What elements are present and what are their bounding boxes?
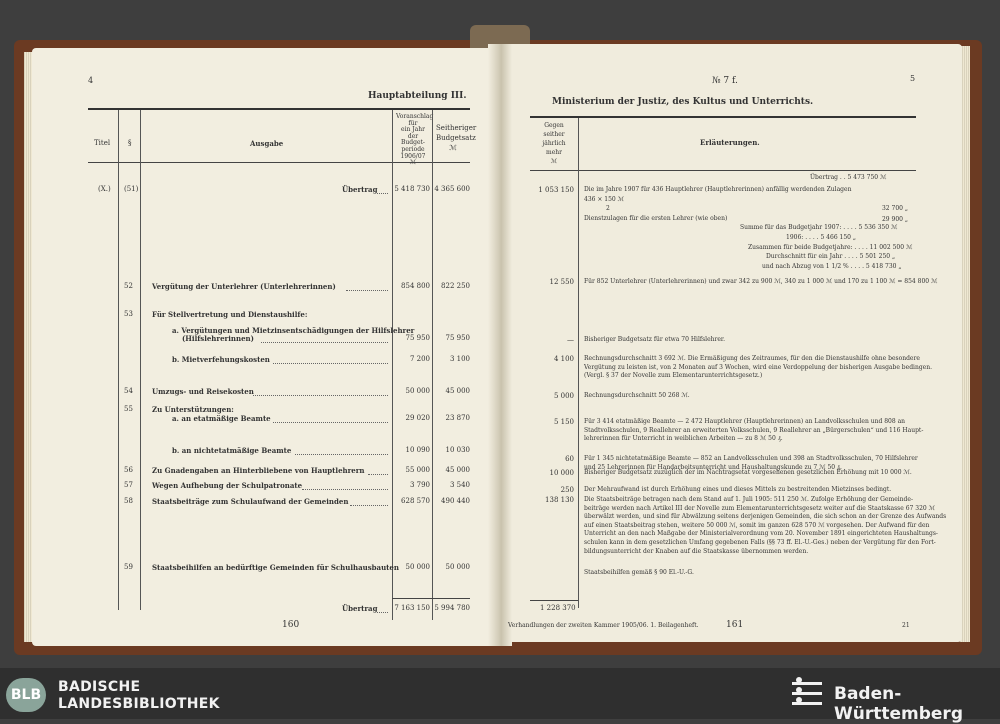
row-leader bbox=[273, 422, 388, 423]
rule-head bbox=[88, 162, 470, 163]
entry-line: Stadtvolksschulen, 9 Reallehrer an erweiterten Volksschulen, 9 Reallehrer an „Bürgerschulen“ und 116 Haupt- bbox=[584, 426, 924, 434]
row-voranschlag: 7 200 bbox=[409, 355, 430, 363]
entry-line: 1906: . . . . 5 466 150 „ bbox=[786, 234, 857, 241]
col-voranschlag-line: Voranschlag bbox=[396, 113, 434, 120]
blb-name-line1: BADISCHE bbox=[58, 679, 141, 695]
entry-line: Rechnungsdurchschnitt 50 268 ℳ. bbox=[584, 392, 690, 399]
col-gegen-line: ℳ bbox=[550, 158, 558, 165]
row-seitheriger: 23 870 bbox=[445, 414, 470, 422]
row-voranschlag: 50 000 bbox=[405, 563, 430, 571]
entry-amount: 5 150 bbox=[553, 418, 574, 426]
entry-line: Summe für das Budgetjahr 1907: . . . . 5 536 350 ℳ bbox=[740, 224, 898, 232]
col-gegen-line: mehr bbox=[546, 149, 562, 156]
entry-line: (Vergl. § 37 der Novelle zum Elementarunterrichtsgesetz.) bbox=[584, 372, 763, 380]
entry-line: Die im Jahre 1907 für 436 Hauptlehrer (Hauptlehrerinnen) anfällig werdenden Zulagen bbox=[584, 186, 852, 193]
entry-line: bildungsunterricht der Knaben auf die Staatskasse übernommen werden. bbox=[584, 547, 809, 555]
vline-2 bbox=[140, 110, 141, 610]
col-voranschlag-line: für bbox=[408, 119, 418, 127]
col-titel: Titel bbox=[94, 139, 111, 147]
row-paragraph: 57 bbox=[124, 481, 133, 489]
entry-line: Bisheriger Budgetsatz zuzüglich der im Nachtragsetat vorgesehenen gesetzlichen Erhöhung mit 10 000 ℳ. bbox=[584, 469, 912, 476]
entry-amount: 4 100 bbox=[553, 355, 574, 363]
entry-line: Durchschnitt für ein Jahr . . . . 5 501 250 „ bbox=[766, 253, 896, 261]
entry-line: und nach Abzug von 1 1/2 % . . . . 5 418 730 „ bbox=[762, 262, 902, 270]
row-leader bbox=[368, 474, 388, 475]
row-seitheriger: 4 365 600 bbox=[434, 185, 470, 193]
col-erlaeuterungen: Erläuterungen. bbox=[700, 138, 760, 147]
col-voranschlag-line: periode bbox=[401, 146, 425, 153]
left-page-header: Hauptabteilung III. bbox=[368, 91, 467, 101]
right-page-number: 5 bbox=[910, 74, 916, 83]
entry-line: schulen kann in dem gesetzlichen Umfang gegebenen Falls (§§ 73 ff. El.-U.-Ges.) neben der Vergütung für den Fort- bbox=[584, 539, 936, 546]
row-voranschlag: 50 000 bbox=[405, 387, 430, 395]
row-voranschlag: 29 020 bbox=[405, 414, 430, 422]
row-text: Zu Unterstützungen: bbox=[152, 405, 234, 414]
row-seitheriger: 3 540 bbox=[449, 481, 470, 489]
vline-right bbox=[578, 118, 579, 608]
row-text: b. an nichtetatmäßige Beamte bbox=[172, 446, 292, 455]
row-leader bbox=[295, 454, 388, 455]
entry-amount: 5 000 bbox=[553, 392, 574, 400]
row-text: Staatsbeiträge zum Schulaufwand der Gemeinden bbox=[152, 497, 349, 506]
entry-line: Bisheriger Budgetsatz für etwa 70 Hilfslehrer. bbox=[584, 336, 726, 343]
rule-sum bbox=[392, 598, 470, 599]
row-paragraph: 55 bbox=[124, 405, 133, 413]
entry-line: Der Mehraufwand ist durch Erhöhung eines und dieses Mittels zu bestreitenden Mietzinses bedingt. bbox=[584, 486, 892, 493]
row-seitheriger: 75 950 bbox=[445, 334, 470, 342]
row-paragraph: (51) bbox=[124, 185, 139, 193]
entry-amount: 12 550 bbox=[549, 278, 574, 286]
row-leader bbox=[302, 489, 388, 490]
row-paragraph: 59 bbox=[124, 563, 133, 571]
row-text: Umzugs- und Reisekosten bbox=[152, 387, 254, 396]
entry-amount: 60 bbox=[565, 455, 574, 463]
entry-line: überwälzt werden, und sind für Abwälzung seitens derjenigen Gemeinden, die sich schon an der Grenze des Aufwands bbox=[584, 513, 947, 521]
rule-top bbox=[88, 108, 470, 110]
entry-line: und 25 Lehrerinnen für Handarbeitsunterricht und Haushaltungskunde zu 7 ℳ 50 ₰. bbox=[584, 463, 842, 471]
right-nr: № 7 f. bbox=[712, 76, 738, 86]
row-voranschlag: 10 090 bbox=[405, 446, 430, 454]
col-seitheriger-line: Seitheriger bbox=[436, 124, 477, 132]
entry-line: 436 × 150 ℳ bbox=[584, 195, 625, 203]
row-leader bbox=[350, 505, 388, 506]
entry-amount: 250 bbox=[560, 486, 574, 494]
book-gutter bbox=[488, 44, 512, 646]
right-page-header: Ministerium der Justiz, des Kultus und Unterrichts. bbox=[552, 97, 814, 107]
row-text: a. an etatmäßige Beamte bbox=[172, 414, 271, 423]
row-leader bbox=[346, 290, 388, 291]
row-voranschlag: 75 950 bbox=[405, 334, 430, 342]
col-voranschlag-line: ein Jahr bbox=[401, 126, 425, 134]
row-seitheriger: 45 000 bbox=[445, 466, 470, 474]
blb-name-line2: LANDESBIBLIOTHEK bbox=[58, 696, 220, 712]
row-leader bbox=[261, 342, 388, 343]
row-text: Für Stellvertretung und Dienstaushilfe: bbox=[152, 310, 308, 319]
baden-wuerttemberg-lion-icon bbox=[790, 676, 824, 712]
col-voranschlag-line: ℳ bbox=[409, 159, 417, 167]
row-leader bbox=[377, 612, 388, 613]
entry-line: Für 852 Unterlehrer (Unterlehrerinnen) und zwar 342 zu 900 ℳ, 340 zu 1 000 ℳ und 170 zu 1 100 ℳ = 854 800 ℳ bbox=[584, 278, 938, 285]
entry-line: beiträge werden nach Artikel III der Novelle zum Elementarunterrichtsgesetz weiter auf die Staatskasse 67 320 ℳ bbox=[584, 504, 936, 512]
entry-amount: 138 130 bbox=[545, 496, 574, 504]
row-voranschlag: 5 418 730 bbox=[394, 185, 430, 193]
blb-logo: BLB bbox=[6, 678, 46, 712]
col-voranschlag-line: Budget- bbox=[401, 139, 425, 147]
row-leader bbox=[377, 193, 388, 194]
rule-top-right bbox=[530, 116, 916, 118]
row-text: (Hilfslehrerinnen) bbox=[182, 334, 254, 343]
col-paragraph: § bbox=[128, 139, 132, 147]
col-gegen-line: seither bbox=[543, 131, 565, 138]
entry-amount: — bbox=[567, 336, 574, 344]
col-ausgabe: Ausgabe bbox=[250, 139, 284, 148]
row-voranschlag: 55 000 bbox=[405, 466, 430, 474]
col-seitheriger-line: Budgetsatz bbox=[436, 134, 476, 142]
col-voranschlag-line: 1906/07 bbox=[400, 152, 426, 160]
vline-1 bbox=[118, 110, 119, 610]
entry-amount: 10 000 bbox=[549, 469, 574, 477]
entry-line: Für 3 414 etatmäßige Beamte — 2 472 Hauptlehrer (Hauptlehrerinnen) an Landvolksschulen und 808 an bbox=[584, 418, 906, 425]
entry-line: Staatsbeihilfen gemäß § 90 El.-U.-G. bbox=[584, 569, 694, 576]
row-seitheriger: 5 994 780 bbox=[434, 604, 470, 612]
right-total: 1 228 370 bbox=[540, 604, 576, 612]
right-footer-text: Verhandlungen der zweiten Kammer 1905/06. 1. Beilagenheft. bbox=[508, 622, 699, 629]
row-text: Vergütung der Unterlehrer (Unterlehrerinnen) bbox=[152, 282, 336, 291]
row-paragraph: 56 bbox=[124, 466, 133, 474]
row-paragraph: 53 bbox=[124, 310, 133, 318]
entry-line: Für 1 345 nichtetatmäßige Beamte — 852 an Landvolksschulen und 398 an Stadtvolksschulen, 70 Hilfslehrer bbox=[584, 455, 918, 462]
entry-line: Rechnungsdurchschnitt 3 692 ℳ. Die Ermäßigung des Zeitraumes, für den die Dienstaushilfe ohne besondere bbox=[584, 355, 920, 362]
entry-amount: 1 053 150 bbox=[538, 186, 574, 194]
right-bottom-corner: 21 bbox=[902, 622, 910, 629]
rule-head-right bbox=[530, 170, 916, 171]
entry-line: auf einen Staatsbeitrag stehen, weitere 50 000 ℳ, somit im ganzen 628 570 ℳ vorgesehen. Der Aufwand für den bbox=[584, 521, 930, 529]
entry-line: Vergütung zu leisten ist, von 2 Monaten auf 3 Wochen, wird eine Verdoppelung der bisherigen Ausgabe bedingen. bbox=[584, 363, 932, 371]
row-titel: (X.) bbox=[98, 185, 111, 193]
row-seitheriger: 490 440 bbox=[441, 497, 470, 505]
col-voranschlag-line: der bbox=[407, 132, 419, 140]
right-uebertrag: Übertrag . . 5 473 750 ℳ bbox=[810, 174, 887, 181]
entry-line: Dienstzulagen für die ersten Lehrer (wie oben) bbox=[584, 214, 728, 222]
entry-side-value: 32 700 „ bbox=[881, 205, 908, 212]
col-seitheriger-line: ℳ bbox=[449, 144, 457, 152]
col-gegen-line: jährlich bbox=[542, 140, 566, 147]
row-seitheriger: 822 250 bbox=[441, 282, 470, 290]
row-voranschlag: 854 800 bbox=[401, 282, 430, 290]
row-text: b. Mietverfehungskosten bbox=[172, 355, 270, 364]
row-paragraph: 54 bbox=[124, 387, 133, 395]
entry-line: lehrerinnen für Unterricht in weiblichen Arbeiten — zu 8 ℳ 50 ₰. bbox=[584, 435, 783, 443]
row-leader bbox=[273, 363, 388, 364]
vline-4 bbox=[432, 110, 433, 620]
entry-line: Zusammen für beide Budgetjahre: . . . . 11 002 500 ℳ bbox=[748, 243, 913, 251]
left-bottom-page-number: 160 bbox=[282, 620, 300, 630]
row-paragraph: 52 bbox=[124, 282, 133, 290]
entry-line: 2 bbox=[606, 205, 610, 213]
row-text: Wegen Aufhebung der Schulpatronate bbox=[152, 481, 303, 490]
row-text: Staatsbeihilfen an bedürftige Gemeinden für Schulhausbauten bbox=[152, 563, 399, 572]
row-text: a. Vergütungen und Mietzinsentschädigungen der Hilfslehrer bbox=[172, 326, 415, 335]
row-voranschlag: 7 163 150 bbox=[394, 604, 430, 612]
bw-brand-text: Baden-Württemberg bbox=[834, 684, 963, 724]
left-page-number: 4 bbox=[88, 76, 94, 85]
vline-3 bbox=[392, 110, 393, 620]
row-seitheriger: 45 000 bbox=[445, 387, 470, 395]
entry-line: Unterricht an den nach Maßgabe der Ministerialverordnung vom 20. November 1891 eingerichteten Haushaltungs- bbox=[584, 530, 938, 538]
row-seitheriger: 50 000 bbox=[445, 563, 470, 571]
row-text: Zu Gnadengaben an Hinterbliebene von Hauptlehrern bbox=[152, 466, 365, 475]
entry-side-value: 29 900 „ bbox=[881, 216, 908, 223]
entry-line: Die Staatsbeiträge betragen nach dem Stand auf 1. Juli 1905: 511 250 ℳ. Zufolge Erhöhung der Gemeinde- bbox=[584, 496, 913, 503]
row-text: Übertrag bbox=[342, 604, 378, 613]
row-seitheriger: 3 100 bbox=[449, 355, 470, 363]
row-paragraph: 58 bbox=[124, 497, 133, 505]
right-bottom-page-number: 161 bbox=[726, 620, 744, 630]
row-voranschlag: 628 570 bbox=[401, 497, 430, 505]
row-seitheriger: 10 030 bbox=[445, 446, 470, 454]
col-gegen-line: Gegen bbox=[544, 122, 564, 129]
row-text: Übertrag bbox=[342, 185, 378, 194]
row-voranschlag: 3 790 bbox=[409, 481, 430, 489]
row-leader bbox=[253, 395, 388, 396]
rule-total-right bbox=[530, 600, 578, 601]
